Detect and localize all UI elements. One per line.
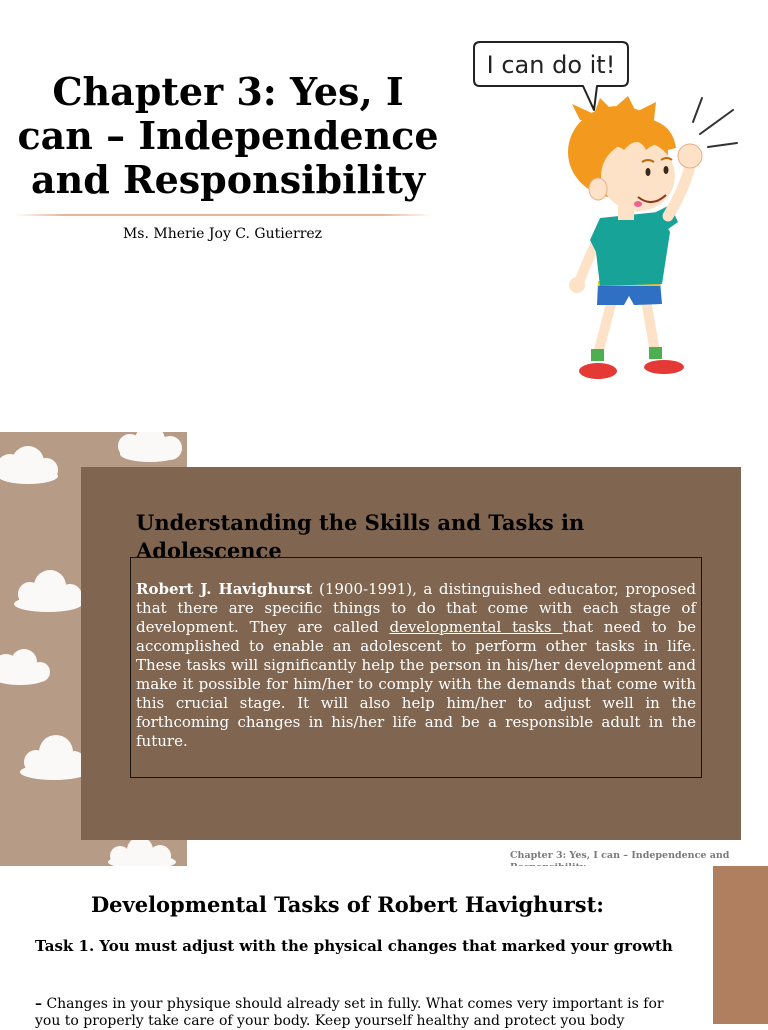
speech-bubble-text: I can do it! [486,51,616,79]
cloud-icon [0,446,58,484]
title-line: and Responsibility [30,157,426,202]
boy-raising-fist-icon [460,30,750,390]
key-term: developmental tasks [389,618,563,636]
paragraph-text: that need to be accomplished to enable an adolescent to perform other tasks in life. These tasks will significantly help the person in his/her development and make it possible for him/her to comply with the demands that come with this crucial stage. It will also help him/her to adjust well in the forthcoming changes in his/her life and be a responsible adult in the future. [136,618,696,750]
cloud-icon [20,735,88,780]
slide-title-page [0,0,768,432]
side-accent-strip [713,866,768,1024]
slide-footer: Chapter 3: Yes, I can – Independence and [510,850,730,861]
cloud-icon [108,837,176,869]
slide-developmental-tasks [0,866,768,1029]
speech-bubble [474,42,628,110]
cloud-icon [0,649,50,685]
title-line: Chapter 3: Yes, I [52,69,404,114]
title-line: can – Independence [17,113,439,158]
boy-legs [579,300,684,379]
motion-lines [693,98,737,147]
boy-head [568,96,676,211]
title-divider [14,214,432,216]
task-description [35,996,667,1029]
task-text: Changes in your physique should already set in fully. What comes very important is for you to properly take care of your body. Keep yourself healthy and protect you body [35,996,664,1029]
slide-skills-and-tasks [0,432,768,866]
cloud-icon [14,570,82,612]
section-heading: Understanding the Skills and Tasks in Adolescence [136,510,585,563]
task-title: Task 1. You must adjust with the physical changes that marked your growth [35,937,673,955]
intro-paragraph [136,580,696,751]
task-dash: – [35,996,42,1012]
author-reference: Robert J. Havighurst [136,580,313,598]
section-heading: Developmental Tasks of Robert Havighurst: [90,892,605,917]
slide-title [0,70,456,202]
paragraph-text: (1900-1991), a distinguished educator, proposed that there are specific things to do that come with each stage of development. They are called [136,580,696,636]
author-name: Ms. Mherie Joy C. Gutierrez [122,226,323,242]
